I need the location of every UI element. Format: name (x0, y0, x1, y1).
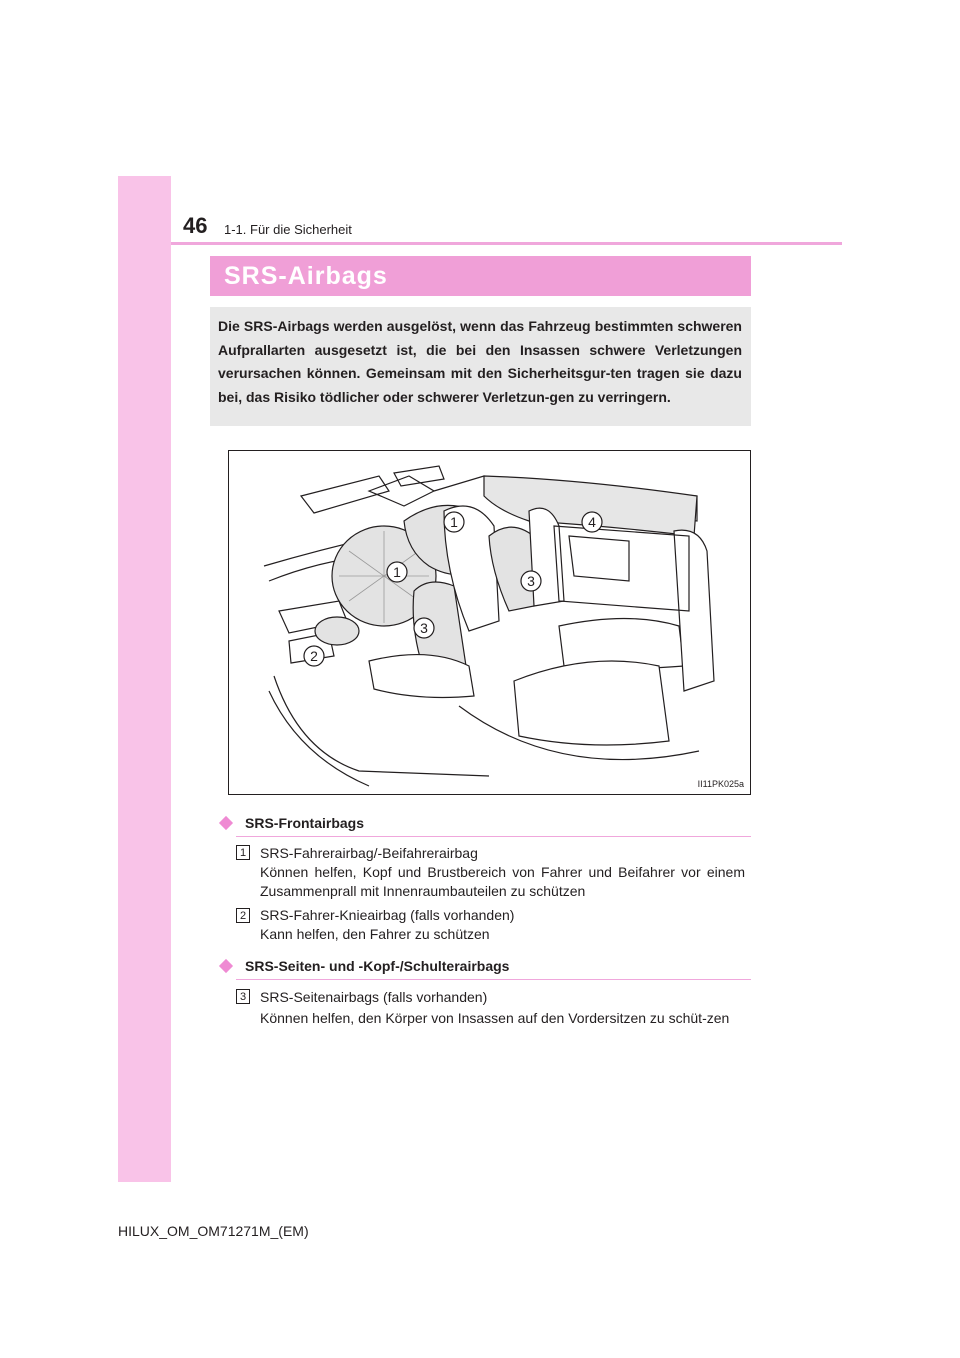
item-description: Können helfen, Kopf und Brustbereich von Fahrer und Beifahrer vor einem Zusammenprall mit Innenraumbauteilen zu schützen (260, 864, 745, 899)
diamond-bullet-icon (219, 816, 233, 830)
list-item (260, 906, 745, 944)
callout-label: 3 (420, 620, 428, 636)
car-interior-drawing (229, 451, 750, 794)
subsection-title: SRS-Seiten- und -Kopf-/Schulterairbags (245, 958, 510, 974)
callout-label: 1 (450, 514, 458, 530)
item-title: SRS-Fahrer-Knieairbag (falls vorhanden) (260, 907, 515, 923)
callout-label: 4 (588, 514, 596, 530)
item-title: SRS-Fahrerairbag/-Beifahrerairbag (260, 845, 478, 861)
list-item (260, 987, 745, 1029)
figure-code: II11PK025a (697, 779, 744, 789)
footer-code: HILUX_OM_OM71271M_(EM) (118, 1223, 309, 1239)
callout-label: 3 (527, 573, 535, 589)
item-description: Können helfen, den Körper von Insassen auf den Vordersitzen zu schüt-zen (260, 1010, 730, 1026)
subsection-heading (218, 815, 364, 831)
airbag-illustration (228, 450, 751, 795)
callout-label: 2 (310, 648, 318, 664)
item-number-badge: 3 (236, 989, 250, 1004)
callout-label: 1 (393, 564, 401, 580)
subsection-heading (218, 958, 509, 974)
side-color-strip (118, 176, 171, 1182)
section-title: 1-1. Für die Sicherheit (224, 222, 352, 237)
item-description: Kann helfen, den Fahrer zu schützen (260, 926, 490, 942)
intro-text: Die SRS-Airbags werden ausgelöst, wenn das Fahrzeug bestimmten schweren Aufprallarten ausgesetzt ist, die bei den Insassen schwere Verletzungen verursachen können. Gemeinsam mit den Sicherheitsgur-ten tragen sie dazu bei, das Risiko tödlicher oder schwerer Verletzun-gen zu verringern. (218, 318, 742, 405)
page-number: 46 (183, 213, 208, 238)
diamond-bullet-icon (219, 959, 233, 973)
item-number-badge: 1 (236, 845, 250, 860)
header-rule (171, 242, 842, 245)
subsection-title: SRS-Frontairbags (245, 815, 365, 831)
subsection-rule (236, 836, 751, 837)
page-heading: SRS-Airbags (224, 262, 388, 290)
item-number-badge: 2 (236, 908, 250, 923)
list-item (260, 844, 745, 901)
heading-bar (210, 256, 751, 296)
item-title: SRS-Seitenairbags (falls vorhanden) (260, 989, 488, 1005)
subsection-rule (236, 979, 751, 980)
intro-box (210, 307, 751, 426)
